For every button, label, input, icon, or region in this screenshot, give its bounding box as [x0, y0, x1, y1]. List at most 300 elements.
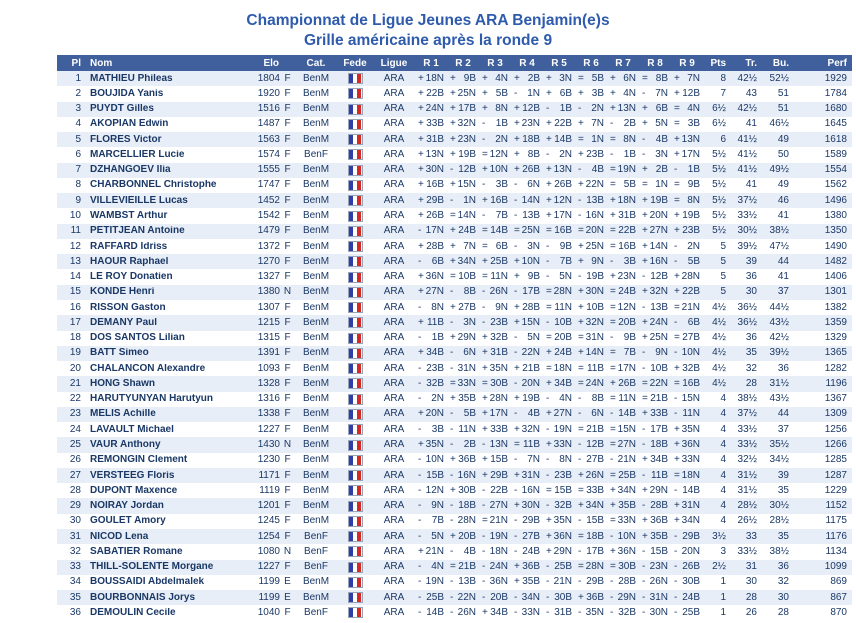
result-sign: + — [674, 226, 680, 237]
result-sign: = — [610, 180, 616, 191]
cell-points: 4 — [720, 455, 726, 466]
result-sign: = — [610, 226, 616, 237]
cell-rank: 30 — [69, 516, 81, 527]
france-flag-icon — [348, 363, 363, 374]
opponent-and-color: 32B — [554, 501, 572, 512]
cell-round-result — [415, 89, 447, 99]
result-sign: + — [578, 317, 584, 328]
result-sign: - — [546, 104, 550, 115]
cell-round-result — [479, 455, 511, 465]
cell-round-result — [447, 104, 479, 114]
cell-name: VERSTEEG Floris — [90, 470, 175, 481]
cell-round-result — [479, 272, 511, 282]
opponent-and-color: 8N — [431, 302, 444, 313]
opponent-and-color: 1B — [431, 333, 444, 344]
result-sign: - — [418, 485, 422, 496]
opponent-and-color: 28N — [553, 287, 572, 298]
cell-category: BenF — [304, 546, 328, 557]
cell-rank: 29 — [69, 501, 81, 512]
opponent-and-color: 4B — [591, 165, 604, 176]
opponent-and-color: 13B — [650, 302, 668, 313]
elo-value: 1338 — [257, 409, 280, 420]
result-sign: = — [674, 104, 680, 115]
cell-round-result — [511, 547, 543, 557]
france-flag-icon — [348, 592, 363, 603]
cell-tiebreak-bu: 42½ — [769, 333, 789, 344]
cell-round-result — [415, 348, 447, 358]
elo-value: 1254 — [257, 531, 280, 542]
result-sign: + — [642, 226, 648, 237]
result-sign: + — [610, 378, 616, 389]
cell-round-result — [639, 150, 671, 160]
result-sign: - — [450, 516, 454, 527]
cell-rank: 18 — [69, 333, 81, 344]
cell-round-result — [671, 486, 703, 496]
cell-federation — [337, 104, 373, 115]
cell-round-result — [671, 348, 703, 358]
result-sign: - — [514, 287, 518, 298]
cell-round-result — [415, 226, 447, 236]
opponent-and-color: 7N — [591, 119, 604, 130]
cell-points: 1 — [720, 592, 726, 603]
elo-value: 1316 — [257, 394, 280, 405]
france-flag-icon — [348, 272, 363, 283]
cell-round-result — [671, 257, 703, 267]
col-header-r8: R 8 — [647, 57, 663, 69]
result-sign: + — [450, 394, 456, 405]
result-sign: - — [674, 165, 678, 176]
opponent-and-color: 28N — [457, 516, 476, 527]
result-sign: + — [514, 501, 520, 512]
opponent-and-color: 2N — [431, 394, 444, 405]
result-sign: - — [578, 607, 582, 618]
opponent-and-color: 18B — [458, 501, 476, 512]
opponent-and-color: 25N — [649, 333, 668, 344]
result-sign: + — [578, 348, 584, 359]
cell-name: NICOD Lena — [90, 531, 149, 542]
opponent-and-color: 36N — [553, 531, 572, 542]
france-flag-icon — [348, 440, 363, 451]
cell-rank: 5 — [75, 134, 81, 145]
col-header-nom: Nom — [90, 57, 113, 69]
result-sign: + — [674, 88, 680, 99]
opponent-and-color: 7B — [559, 256, 572, 267]
cell-tiebreak-tr: 30 — [745, 577, 757, 588]
result-sign: + — [514, 149, 520, 160]
opponent-and-color: 19B — [650, 195, 668, 206]
result-sign: + — [642, 516, 648, 527]
result-sign: - — [610, 409, 614, 420]
player-row — [57, 575, 852, 590]
result-sign: = — [546, 287, 552, 298]
cell-performance: 1266 — [824, 440, 847, 450]
cell-league: ARA — [383, 302, 405, 313]
cell-round-result — [639, 135, 671, 145]
cell-tiebreak-bu: 31½ — [769, 378, 789, 389]
opponent-and-color: 4N — [431, 562, 444, 573]
opponent-and-color: 7B — [623, 348, 636, 359]
france-flag-icon — [348, 165, 363, 176]
cell-round-result — [447, 394, 479, 404]
cell-round-result — [511, 303, 543, 313]
opponent-and-color: 29N — [617, 592, 636, 603]
cell-round-result — [415, 74, 447, 84]
opponent-and-color: 14B — [426, 607, 444, 618]
cell-tiebreak-bu: 41 — [777, 272, 789, 283]
result-sign: - — [610, 149, 614, 160]
opponent-and-color: 10B — [586, 302, 604, 313]
opponent-and-color: 20N — [681, 546, 700, 557]
result-sign: - — [674, 256, 678, 267]
result-sign: = — [578, 485, 584, 496]
cell-tiebreak-tr: 36½ — [737, 317, 757, 328]
result-sign: - — [642, 470, 646, 481]
cell-round-result — [511, 593, 543, 603]
opponent-and-color: 17N — [681, 149, 700, 160]
elo-type: N — [283, 440, 292, 450]
cell-name: DZHANGOEV Ilia — [90, 165, 171, 176]
cell-tiebreak-tr: 31½ — [737, 470, 757, 481]
player-row — [57, 407, 852, 422]
opponent-and-color: 20N — [649, 211, 668, 222]
opponent-and-color: 31N — [585, 333, 604, 344]
opponent-and-color: 13B — [586, 195, 604, 206]
opponent-and-color: 3B — [431, 424, 444, 435]
result-sign: + — [418, 88, 424, 99]
result-sign: - — [674, 485, 678, 496]
opponent-and-color: 8N — [559, 455, 572, 466]
cell-tiebreak-tr: 26 — [745, 607, 757, 618]
cell-league: ARA — [383, 348, 405, 359]
opponent-and-color: 2B — [623, 119, 636, 130]
cell-elo — [237, 455, 295, 465]
opponent-and-color: 21N — [617, 455, 636, 466]
result-sign: + — [546, 195, 552, 206]
opponent-and-color: 36N — [489, 577, 508, 588]
opponent-and-color: 15N — [457, 180, 476, 191]
opponent-and-color: 19N — [425, 577, 444, 588]
cell-tiebreak-bu: 35½ — [769, 440, 789, 450]
cell-round-result — [447, 318, 479, 328]
cell-league: ARA — [383, 546, 405, 557]
cell-tiebreak-bu: 52½ — [769, 73, 789, 84]
opponent-and-color: 36B — [650, 516, 668, 527]
opponent-and-color: 30B — [490, 378, 508, 389]
result-sign: - — [674, 394, 678, 405]
result-sign: - — [610, 256, 614, 267]
opponent-and-color: 36N — [425, 272, 444, 283]
opponent-and-color: 31B — [490, 348, 508, 359]
result-sign: = — [610, 317, 616, 328]
cell-round-result — [543, 593, 575, 603]
result-sign: - — [482, 287, 486, 298]
cell-round-result — [415, 333, 447, 343]
player-row — [57, 361, 852, 376]
cell-round-result — [639, 501, 671, 511]
opponent-and-color: 24N — [649, 317, 668, 328]
cell-round-result — [607, 74, 639, 84]
elo-value: 1479 — [257, 226, 280, 237]
cell-league: ARA — [383, 104, 405, 115]
cell-performance: 1350 — [824, 226, 847, 237]
cell-performance: 1680 — [824, 104, 847, 115]
result-sign: + — [514, 104, 520, 115]
cell-round-result — [415, 364, 447, 374]
cell-round-result — [543, 333, 575, 343]
result-sign: - — [418, 562, 422, 573]
france-flag-icon — [348, 333, 363, 344]
cell-tiebreak-bu: 28½ — [769, 516, 789, 527]
cell-round-result — [639, 409, 671, 419]
cell-tiebreak-bu: 49 — [777, 180, 789, 191]
cell-round-result — [575, 547, 607, 557]
elo-type: F — [284, 378, 291, 389]
cell-round-result — [543, 486, 575, 496]
result-sign: + — [450, 485, 456, 496]
cell-performance: 1282 — [824, 363, 847, 374]
result-sign: + — [674, 272, 680, 283]
cell-federation — [337, 607, 373, 618]
result-sign: + — [642, 317, 648, 328]
result-sign: + — [450, 455, 456, 466]
cell-round-result — [511, 425, 543, 435]
cell-round-result — [479, 532, 511, 542]
cell-category: BenM — [302, 501, 330, 512]
cell-round-result — [607, 486, 639, 496]
result-sign: = — [610, 424, 616, 435]
opponent-and-color: 12N — [489, 149, 508, 160]
cell-tiebreak-bu: 44 — [777, 256, 789, 267]
result-sign: + — [642, 287, 648, 298]
cell-round-result — [607, 89, 639, 99]
cell-round-result — [575, 196, 607, 206]
cell-round-result — [639, 119, 671, 129]
elo-type: F — [284, 531, 291, 542]
result-sign: - — [674, 241, 678, 252]
cell-round-result — [543, 547, 575, 557]
cell-round-result — [511, 165, 543, 175]
cell-federation — [337, 424, 373, 435]
elo-type: F — [284, 394, 291, 405]
result-sign: - — [642, 607, 646, 618]
opponent-and-color: 17N — [425, 226, 444, 237]
cell-round-result — [479, 180, 511, 190]
cell-tiebreak-bu: 36 — [777, 562, 789, 573]
cell-round-result — [415, 501, 447, 511]
opponent-and-color: 9B — [527, 272, 540, 283]
cell-round-result — [671, 409, 703, 419]
opponent-and-color: 11N — [618, 394, 636, 405]
cell-elo — [237, 180, 295, 190]
cell-round-result — [639, 287, 671, 297]
cell-round-result — [511, 394, 543, 404]
cell-performance: 1554 — [824, 165, 847, 176]
cell-round-result — [415, 516, 447, 526]
opponent-and-color: 10N — [617, 531, 636, 542]
cell-performance: 1382 — [824, 302, 847, 313]
cell-performance: 1496 — [824, 195, 847, 206]
result-sign: = — [610, 363, 616, 374]
opponent-and-color: 27N — [649, 226, 668, 237]
cell-round-result — [671, 74, 703, 84]
result-sign: + — [546, 165, 552, 176]
opponent-and-color: 5B — [495, 88, 508, 99]
col-header-pl: Pl — [71, 57, 81, 69]
result-sign: - — [610, 455, 614, 466]
opponent-and-color: 11N — [490, 272, 508, 283]
cell-name: MATHIEU Phileas — [90, 73, 173, 84]
cell-round-result — [415, 242, 447, 252]
cell-tiebreak-tr: 36½ — [737, 302, 757, 313]
cell-elo — [237, 211, 295, 221]
cell-tiebreak-tr: 43 — [745, 88, 757, 99]
result-sign: + — [482, 333, 488, 344]
result-sign: - — [482, 546, 486, 557]
cell-round-result — [671, 471, 703, 481]
result-sign: - — [578, 394, 582, 405]
cell-round-result — [639, 196, 671, 206]
result-sign: - — [482, 485, 486, 496]
opponent-and-color: 1B — [687, 165, 700, 176]
cell-rank: 19 — [69, 348, 81, 359]
cell-round-result — [639, 379, 671, 389]
player-row — [57, 269, 852, 284]
cell-round-result — [511, 89, 543, 99]
result-sign: - — [450, 607, 454, 618]
cell-performance: 1229 — [824, 485, 847, 496]
cell-name: VAUR Anthony — [90, 440, 161, 450]
opponent-and-color: 21N — [681, 302, 700, 313]
result-sign: - — [450, 546, 454, 557]
opponent-and-color: 6B — [495, 241, 508, 252]
opponent-and-color: 21N — [425, 546, 444, 557]
cell-performance: 1285 — [824, 455, 847, 466]
result-sign: + — [610, 546, 616, 557]
elo-value: 1227 — [257, 562, 280, 573]
result-sign: - — [418, 333, 422, 344]
opponent-and-color: 32N — [585, 317, 604, 328]
opponent-and-color: 33N — [521, 607, 540, 618]
cell-round-result — [479, 287, 511, 297]
cell-category: BenM — [302, 394, 330, 405]
result-sign: - — [514, 455, 518, 466]
result-sign: - — [610, 119, 614, 130]
cell-round-result — [575, 409, 607, 419]
opponent-and-color: 4N — [623, 88, 636, 99]
france-flag-icon — [348, 607, 363, 618]
opponent-and-color: 1N — [463, 195, 476, 206]
result-sign: + — [578, 287, 584, 298]
cell-round-result — [671, 119, 703, 129]
player-row — [57, 239, 852, 254]
cell-round-result — [575, 89, 607, 99]
cell-category: BenM — [302, 348, 330, 359]
opponent-and-color: 6N — [591, 409, 604, 420]
opponent-and-color: 31B — [618, 211, 636, 222]
cell-round-result — [543, 180, 575, 190]
cell-tiebreak-bu: 35 — [777, 531, 789, 542]
result-sign: + — [610, 73, 616, 84]
player-row — [57, 163, 852, 178]
cell-tiebreak-tr: 42½ — [737, 73, 757, 84]
cell-federation — [337, 180, 373, 191]
elo-value: 1080 — [257, 546, 280, 557]
result-sign: + — [482, 165, 488, 176]
cell-round-result — [511, 226, 543, 236]
cell-round-result — [543, 409, 575, 419]
cell-round-result — [607, 471, 639, 481]
opponent-and-color: 21B — [522, 363, 540, 374]
cell-round-result — [543, 196, 575, 206]
cell-round-result — [639, 272, 671, 282]
cell-performance: 1256 — [824, 424, 847, 435]
cell-federation — [337, 317, 373, 328]
result-sign: + — [450, 149, 456, 160]
opponent-and-color: 35B — [618, 501, 636, 512]
col-header-r1: R 1 — [423, 57, 439, 69]
result-sign: = — [578, 73, 584, 84]
opponent-and-color: 27N — [425, 287, 444, 298]
cell-round-result — [543, 364, 575, 374]
opponent-and-color: 29N — [649, 485, 668, 496]
result-sign: + — [642, 531, 648, 542]
result-sign: - — [418, 302, 422, 313]
cell-elo — [237, 409, 295, 419]
cell-round-result — [639, 455, 671, 465]
cell-round-result — [543, 150, 575, 160]
cell-league: ARA — [383, 195, 405, 206]
cell-round-result — [671, 394, 703, 404]
opponent-and-color: 31N — [649, 592, 668, 603]
cell-category: BenM — [302, 470, 330, 481]
result-sign: + — [514, 134, 520, 145]
opponent-and-color: 15N — [617, 424, 636, 435]
opponent-and-color: 35N — [425, 440, 444, 450]
cell-round-result — [415, 104, 447, 114]
result-sign: - — [514, 485, 518, 496]
result-sign: = — [546, 485, 552, 496]
cell-rank: 17 — [69, 317, 81, 328]
cell-round-result — [479, 486, 511, 496]
opponent-and-color: 5N — [655, 119, 668, 130]
cell-elo — [237, 501, 295, 511]
cell-federation — [337, 470, 373, 481]
cell-federation — [337, 562, 373, 573]
col-header-r4: R 4 — [519, 57, 535, 69]
opponent-and-color: 14B — [682, 485, 700, 496]
elo-value: 1093 — [257, 363, 280, 374]
opponent-and-color: 34B — [650, 455, 668, 466]
opponent-and-color: 8N — [687, 195, 700, 206]
cell-elo — [237, 74, 295, 84]
cell-round-result — [415, 455, 447, 465]
result-sign: + — [674, 516, 680, 527]
france-flag-icon — [348, 455, 363, 466]
cell-round-result — [607, 272, 639, 282]
opponent-and-color: 7N — [655, 88, 668, 99]
opponent-and-color: 29B — [490, 470, 508, 481]
opponent-and-color: 5B — [463, 409, 476, 420]
result-sign: - — [482, 134, 486, 145]
cell-round-result — [543, 226, 575, 236]
result-sign: = — [578, 333, 584, 344]
crosstable-header-row — [57, 55, 852, 71]
cell-category: BenM — [302, 287, 330, 298]
opponent-and-color: 3N — [463, 317, 476, 328]
france-flag-icon — [348, 256, 363, 267]
opponent-and-color: 34N — [457, 256, 476, 267]
opponent-and-color: 4N — [495, 73, 508, 84]
